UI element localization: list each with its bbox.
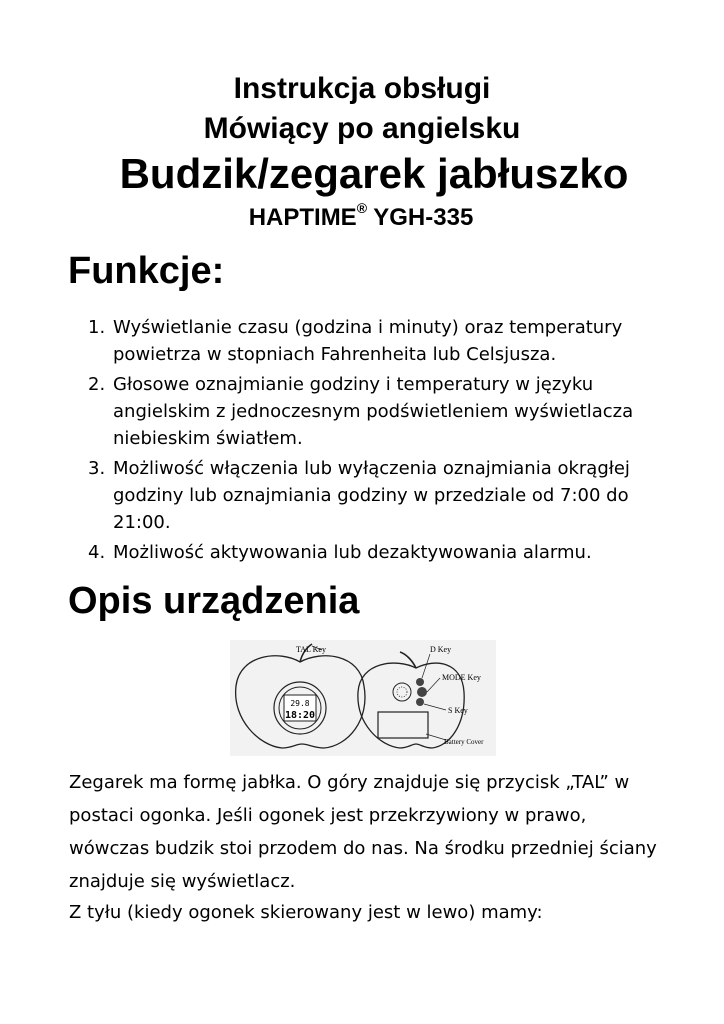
device-description: Zegarek ma formę jabłka. O góry znajduje się przycisk „TAL” w postaci ogonka. Jeśli ogonek jest przekrzywiony w prawo, wówczas budzik stoi przodem do nas. Na środku przedniej ściany znajduje się wyświetlacz. <box>69 772 657 892</box>
model-line <box>0 200 724 232</box>
back-description: Z tyłu (kiedy ogonek skierowany jest w lewo) mamy: <box>69 902 543 923</box>
display-temperature: 29.8 <box>290 699 310 708</box>
item-number: 4. <box>88 542 106 563</box>
item-text: Wyświetlanie czasu (godzina i minuty) oraz temperatury powietrza w stopniach Fahrenheita lub Celsjusza. <box>113 317 623 365</box>
brand-name: HAPTIME <box>248 204 357 231</box>
s-key-label: S Key <box>448 706 468 715</box>
list-item <box>88 314 688 368</box>
registered-mark: ® <box>356 200 368 216</box>
device-heading: Opis urządzenia <box>68 580 360 622</box>
list-item <box>88 371 688 452</box>
manual-subheading: Mówiący po angielsku <box>203 112 521 145</box>
item-number: 1. <box>88 317 106 338</box>
s-key-button <box>416 698 424 706</box>
mode-key-button <box>417 687 427 697</box>
features-heading: Funkcje: <box>68 250 225 292</box>
d-key-button <box>416 678 424 686</box>
item-number: 3. <box>88 458 106 479</box>
model-number: YGH-335 <box>373 204 474 231</box>
item-text: Głosowe oznajmianie godziny i temperatury w języku angielskim z jednoczesnym podświetleniem wyświetlacza niebieskim światłem. <box>113 374 634 449</box>
item-number: 2. <box>88 374 106 395</box>
d-key-label: D Key <box>430 645 452 654</box>
list-item <box>88 539 688 566</box>
item-text: Możliwość aktywowania lub dezaktywowania alarmu. <box>113 542 592 563</box>
mode-key-label: MODE Key <box>442 673 481 682</box>
battery-cover-label: Battery Cover <box>444 738 484 746</box>
tal-key-label: TAL Key <box>296 645 326 654</box>
display-time: 18:20 <box>284 710 316 721</box>
list-item <box>88 455 688 536</box>
feature-list <box>88 314 688 569</box>
device-diagram <box>230 640 496 756</box>
product-title: Budzik/zegarek jabłuszko <box>119 150 629 197</box>
manual-heading: Instrukcja obsługi <box>233 72 491 105</box>
item-text: Możliwość włączenia lub wyłączenia oznajmiania okrągłej godziny lub oznajmiania godziny w przedziale od 7:00 do 21:00. <box>113 458 630 533</box>
